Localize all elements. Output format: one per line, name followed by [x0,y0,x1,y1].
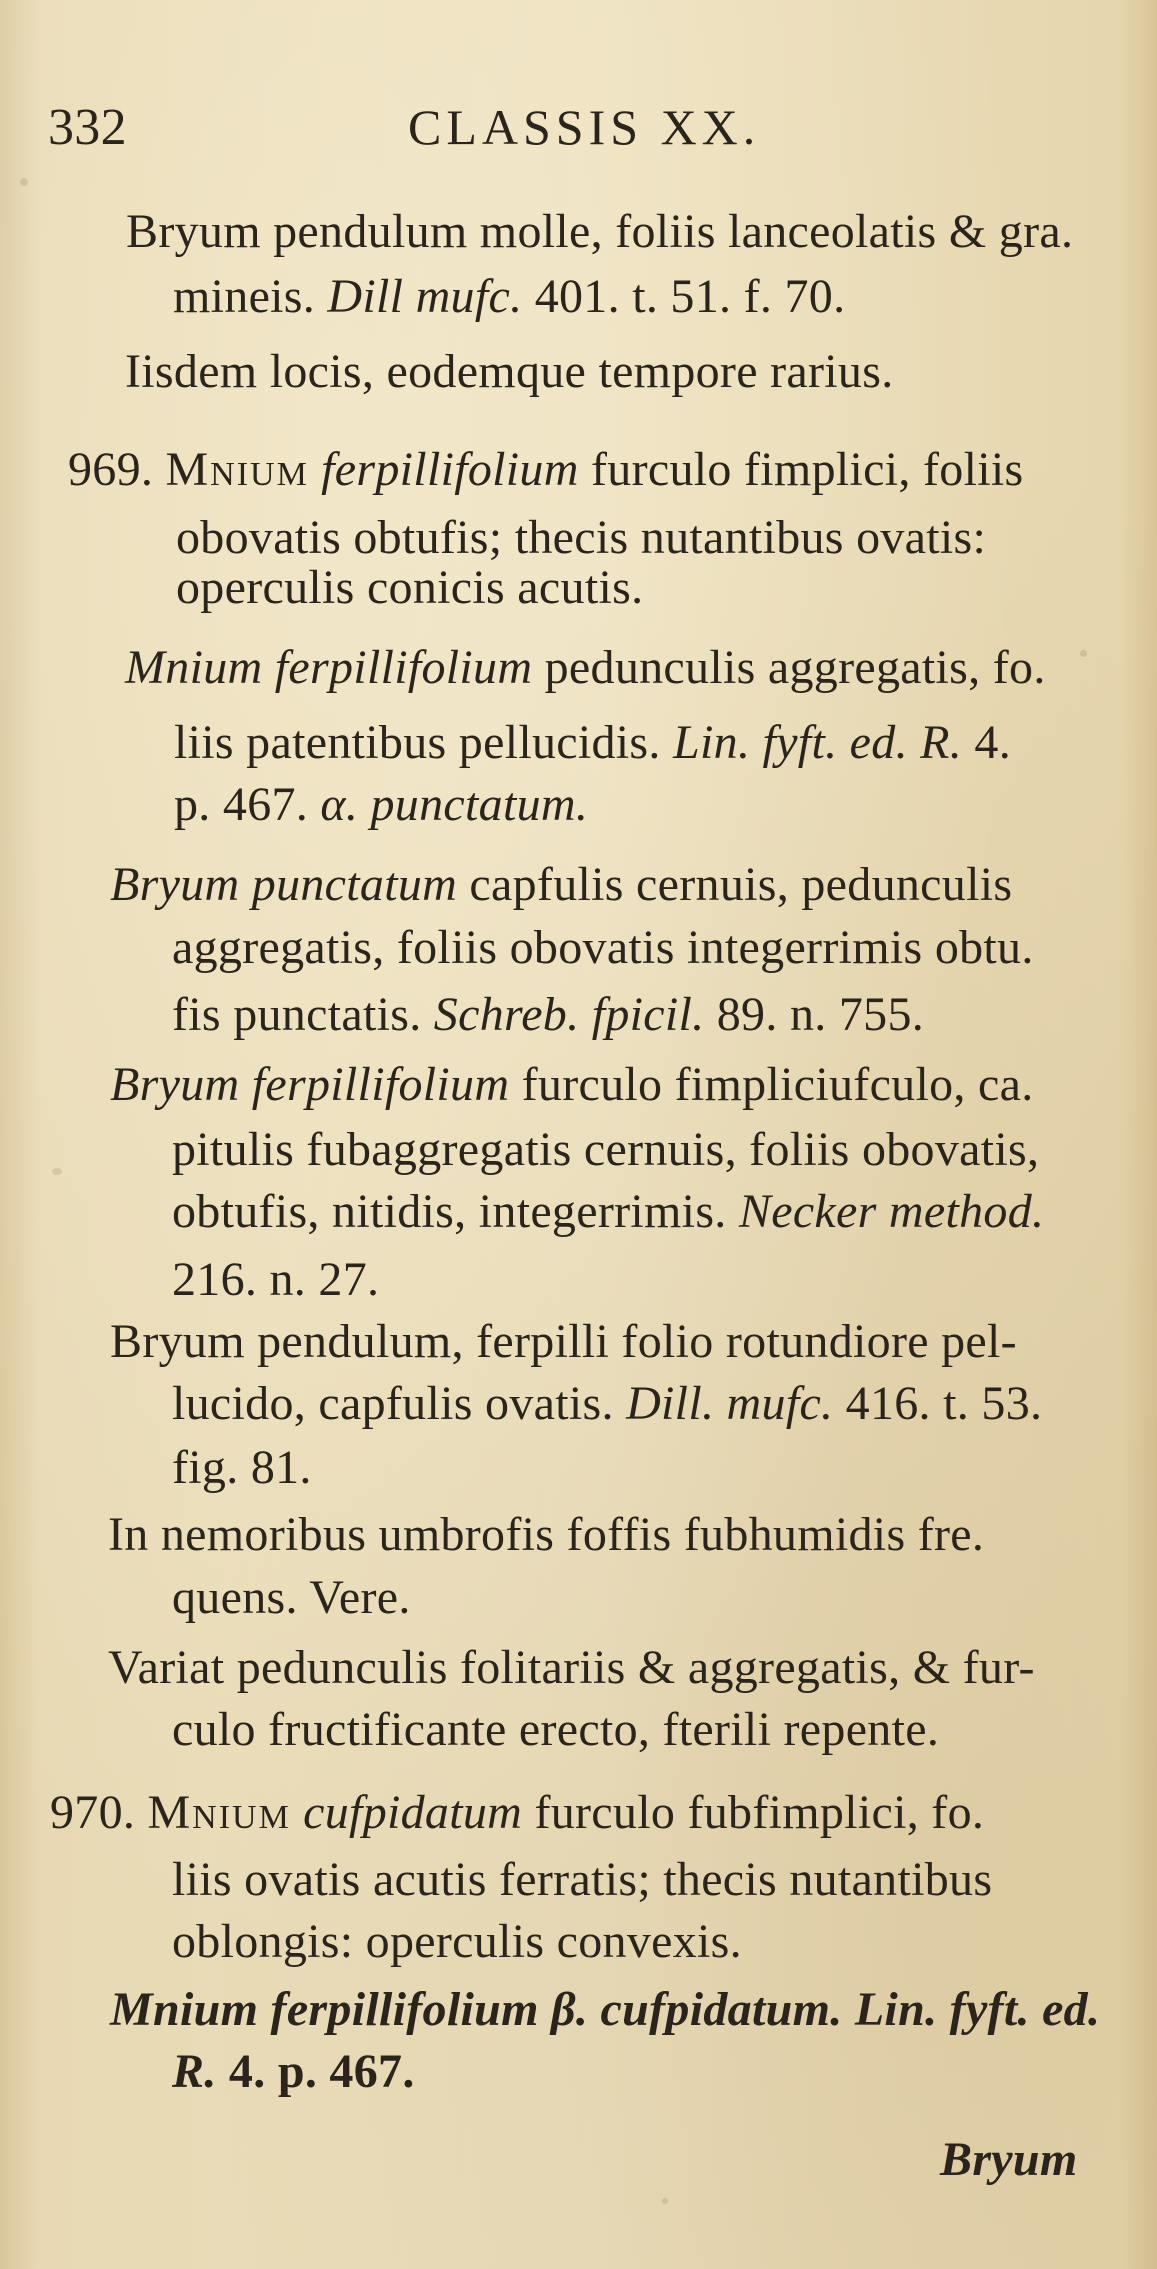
text-run: Lin. fyft. ed. R. [673,716,963,769]
text-run: Mnium [147,1786,291,1839]
text-run: Mnium ferpillifolium [125,641,533,694]
text-run: oblongis: operculis convexis. [172,1915,742,1968]
text-line [126,202,1073,262]
text-run: Bryum punctatum [110,858,458,911]
text-line [110,1055,1034,1115]
text-run: 4. [962,716,1012,769]
text-line [174,713,1011,773]
text-line [172,1568,411,1628]
text-run: fis punctatis. [172,988,434,1041]
running-header: CLASSIS XX. [408,99,761,155]
text-run: Dill mufc. [327,270,523,323]
text-run: pedunculis aggregatis, fo. [532,641,1046,694]
text-line [174,775,588,835]
text-run: liis ovatis acutis ferratis; thecis nutantibus [172,1853,993,1906]
text-run: Variat pedunculis folitariis & aggregatis, & fur- [108,1641,1035,1694]
text-run: 416. t. 53. [833,1377,1043,1430]
text-run: α. punctatum. [320,778,589,831]
text-run: 969. [68,443,166,496]
text-run: Mnium [165,443,309,496]
text-run: 970. [50,1786,148,1839]
text-run: Iisdem locis, eodemque tempore rarius. [125,345,894,398]
text-run: Bryum ferpillifolium [110,1058,510,1111]
text-run: Dill. mufc. [626,1377,834,1430]
text-run: 4. p. 467. [216,2045,415,2098]
text-line [172,1250,379,1310]
paper-stain [20,178,28,186]
text-run: Necker method. [738,1185,1045,1238]
text-line [172,2042,415,2102]
text-run: capfulis cernuis, pedunculis [457,858,1013,911]
text-line [125,342,894,402]
text-run: furculo fimplici, foliis [578,443,1024,496]
text-line [110,1312,1017,1372]
text-run: aggregatis, foliis obovatis integerrimis obtu. [172,921,1034,974]
text-run: 216. n. 27. [172,1253,380,1306]
text-line [172,1374,1042,1434]
text-line [172,985,924,1045]
text-run: p. 467. [174,778,321,831]
text-run: operculis conicis acutis. [176,561,644,614]
paper-stain [1080,650,1087,657]
paper-stain [52,1168,62,1175]
text-run: quens. Vere. [172,1571,411,1624]
text-run: obtufis, nitidis, integerrimis. [172,1185,739,1238]
text-run: 401. t. 51. f. 70. [522,270,846,323]
text-run: fig. 81. [172,1441,312,1494]
text-run: R. [172,2045,217,2098]
text-line [172,918,1034,978]
text-line [50,1783,984,1843]
text-run: liis patentibus pellucidis. [174,716,674,769]
text-run: obovatis obtufis; thecis nutantibus ovatis: [176,511,987,564]
paper-stain [662,2198,668,2204]
text-run: furculo fimpliciufculo, ca. [509,1058,1034,1111]
text-line [108,1505,984,1565]
text-line [108,1638,1035,1698]
text-run: Schreb. fpicil. [433,988,705,1041]
text-run: cufpidatum [303,1786,523,1839]
text-run: Bryum pendulum, ferpilli folio rotundiore pel- [110,1315,1017,1368]
text-line [172,1700,939,1760]
text-line [172,1850,992,1910]
text-run: lucido, capfulis ovatis. [172,1377,627,1430]
text-run [309,443,321,496]
text-run: In nemoribus umbrofis foffis fubhumidis fre. [108,1508,985,1561]
text-line [172,1120,1039,1180]
text-line [172,1912,742,1972]
text-line [176,558,643,618]
text-run: Bryum pendulum molle, foliis lanceolatis & gra. [126,205,1074,258]
text-line [172,1438,312,1498]
text-line [68,440,1023,500]
text-run: furculo fubfimplici, fo. [522,1786,985,1839]
text-line [125,638,1046,698]
text-run: culo fructificante erecto, fterili repente. [172,1703,940,1756]
text-run: pitulis fubaggregatis cernuis, foliis obovatis, [172,1123,1040,1176]
text-run: mineis. [173,270,328,323]
text-line [172,1182,1044,1242]
text-run: 89. n. 755. [704,988,925,1041]
text-line [110,855,1012,915]
text-run: ferpillifolium [321,443,579,496]
text-line [110,1980,1100,2040]
catchword: Bryum [940,2133,1078,2186]
text-run: Mnium ferpillifolium β. cufpidatum. Lin. fyft. ed. [110,1983,1101,2036]
text-run [291,1786,303,1839]
text-line [173,267,845,327]
page-number: 332 [48,99,127,156]
